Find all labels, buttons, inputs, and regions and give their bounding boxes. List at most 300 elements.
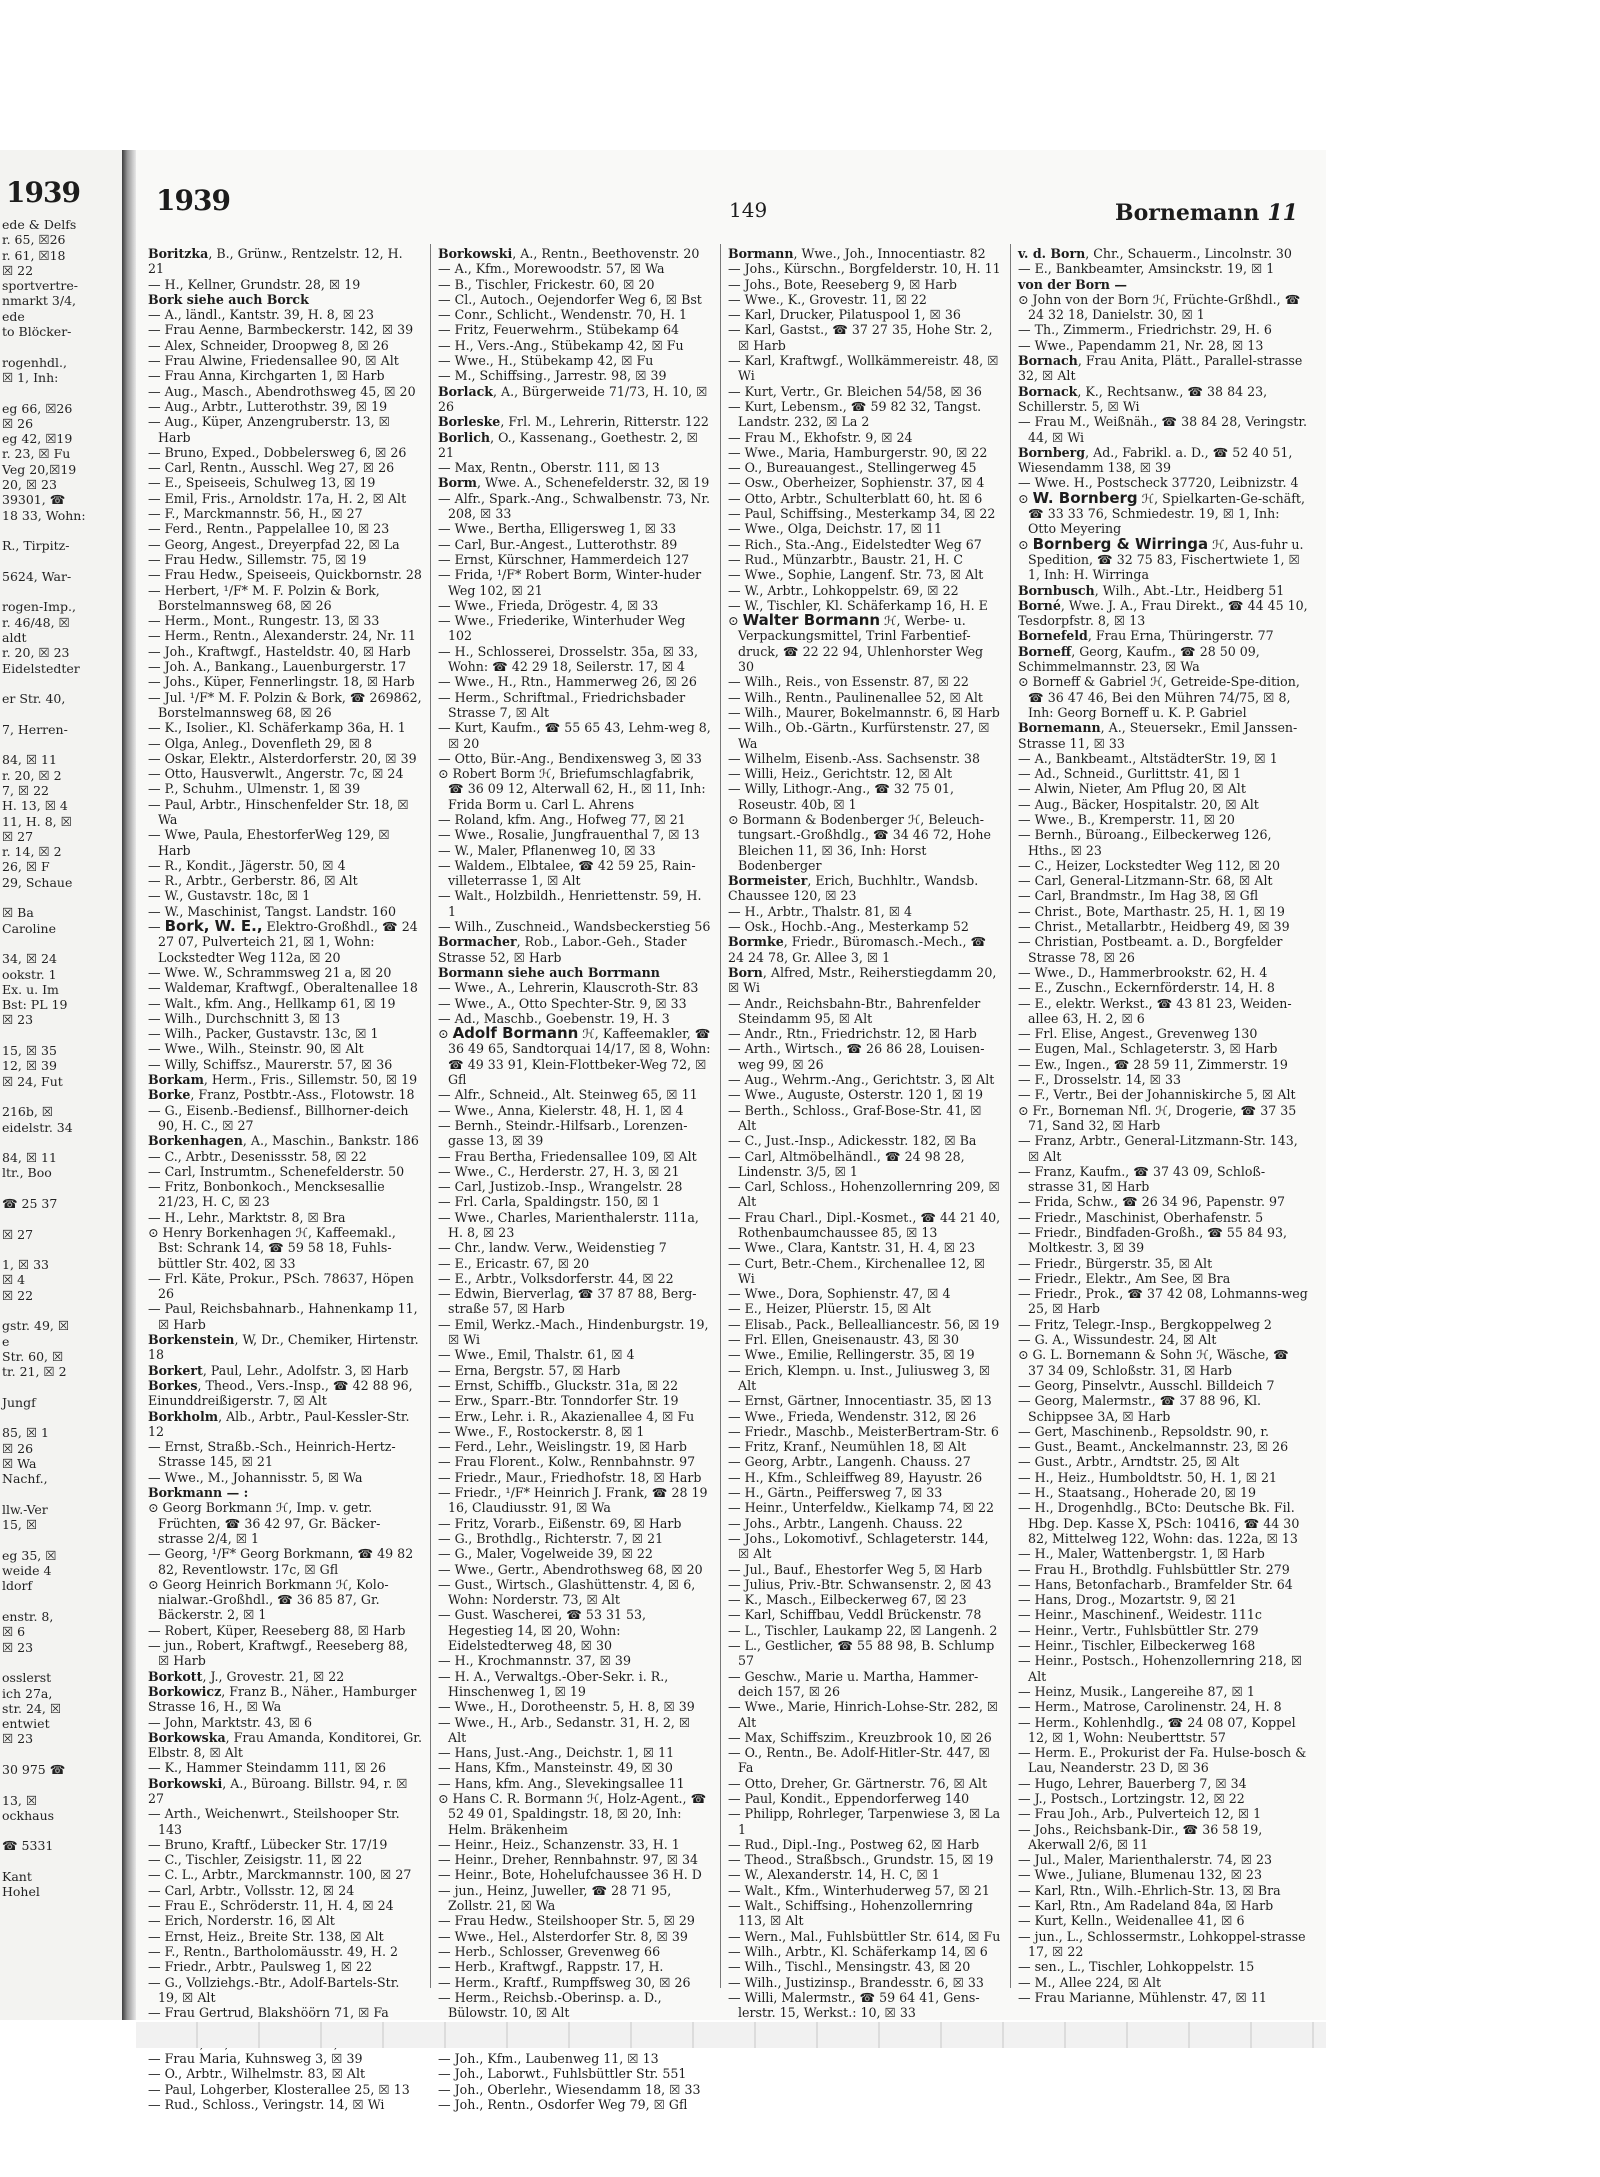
directory-entry: — Arth., Wirtsch., ☎ 26 86 28, Louisen-weg 99, ☒ 26 bbox=[728, 1041, 985, 1072]
directory-entry: — Heinr., Postsch., Hohenzollernring 218, ☒ Alt bbox=[1018, 1653, 1303, 1684]
directory-entry: — Karl, Kraftwgf., Wollkämmereistr. 48, ☒ Wi bbox=[728, 353, 999, 384]
adjacent-page-line: rogenhdl., bbox=[2, 354, 67, 370]
directory-entry: — Aug., Masch., Abendrothsweg 45, ☒ 20 bbox=[148, 383, 416, 399]
adjacent-page-line bbox=[0, 1777, 122, 1792]
directory-entry: — Frau Hedw., Sillemstr. 75, ☒ 19 bbox=[148, 551, 367, 567]
adjacent-page-line: Jungf bbox=[2, 1394, 36, 1410]
adjacent-page-line: 7, ☒ 22 bbox=[2, 782, 49, 798]
page-number: 149 bbox=[729, 198, 768, 222]
adjacent-page-line: 20, ☒ 23 bbox=[2, 477, 57, 493]
directory-entry: — Fritz, Kranf., Neumühlen 18, ☒ Alt bbox=[728, 1439, 967, 1455]
directory-entry: — E., Heizer, Plüerstr. 15, ☒ Alt bbox=[728, 1301, 931, 1317]
adjacent-page-line: eidelstr. 34 bbox=[2, 1119, 73, 1135]
directory-entry-headword: Borkowicz, Franz B., Näher., Hamburger Strasse 16, H., ☒ Wa bbox=[148, 1683, 417, 1715]
directory-entry: — E., Ericastr. 67, ☒ 20 bbox=[438, 1255, 590, 1271]
directory-entry: — Wilh., Durchschnitt 3, ☒ 13 bbox=[148, 1010, 341, 1026]
directory-entry: — John, Marktstr. 43, ☒ 6 bbox=[148, 1714, 313, 1730]
adjacent-page-line: Veg 20,☒19 bbox=[2, 461, 77, 477]
directory-entry-headword: Bornack, K., Rechtsanw., ☎ 38 84 23, Schillerstr. 5, ☒ Wi bbox=[1018, 383, 1268, 414]
directory-entry: ⊙ Bornberg & Wirringa ℋ, Aus-fuhr u. Spedition, ☎ 32 75 83, Fischertwiete 1, ☒ 1, Inh: H. Wirringa bbox=[1018, 534, 1304, 583]
directory-entry: — Carl, Altmöbelhändl., ☎ 24 98 28, Lindenstr. 3/5, ☒ 1 bbox=[728, 1148, 965, 1179]
directory-entry: — H., Gärtn., Peiffersweg 7, ☒ 33 bbox=[728, 1485, 943, 1501]
adjacent-page-line bbox=[0, 676, 122, 691]
directory-entry: — H., Drogenhdlg., BCto: Deutsche Bk. Fil. Hbg. Dep. Kasse X, PSch: 10416, ☎ 44 30 82, Mittelweg 122, Wohn: das. 122a, ☒ 13 bbox=[1018, 1500, 1300, 1546]
directory-entry-headword: Bornefeld, Frau Erna, Thüringerstr. 77 bbox=[1018, 628, 1274, 644]
directory-entry: — Wwe., Maria, Hamburgerstr. 90, ☒ 22 bbox=[728, 444, 988, 460]
adjacent-page-line: eg 42, ☒19 bbox=[2, 431, 73, 447]
directory-entry-headword: von der Born — bbox=[1018, 276, 1127, 292]
adjacent-page-line: r. 14, ☒ 2 bbox=[2, 844, 62, 860]
directory-entry: — Olga, Anleg., Dovenfleth 29, ☒ 8 bbox=[148, 735, 373, 751]
directory-entry: — Wwe., Auguste, Osterstr. 120 1, ☒ 19 bbox=[728, 1087, 984, 1103]
directory-entry: — Wwe., Gertr., Abendrothsweg 68, ☒ 20 bbox=[438, 1561, 703, 1577]
adjacent-page-line bbox=[0, 1594, 122, 1609]
adjacent-page-line: Ex. u. Im bbox=[2, 981, 59, 997]
directory-entry: — Wwe., C., Herderstr. 27, H. 3, ☒ 21 bbox=[438, 1163, 680, 1179]
directory-entry-headword: Bormacher, Rob., Labor.-Geh., Stader Strasse 52, ☒ Harb bbox=[438, 934, 687, 965]
adjacent-page-lines bbox=[0, 217, 122, 1900]
directory-entry: — O., Bureauangest., Stellingerweg 45 bbox=[728, 460, 977, 476]
directory-entry: — Frau Alwine, Friedensallee 90, ☒ Alt bbox=[148, 353, 399, 369]
directory-entry: — Wwe., A., Lehrerin, Klauscroth-Str. 83 bbox=[438, 980, 699, 996]
adjacent-page-line bbox=[0, 339, 122, 354]
directory-entry: — Emil, Werkz.-Mach., Hindenburgstr. 19, ☒ Wi bbox=[438, 1316, 709, 1348]
directory-entry: — Cl., Autoch., Oejendorfer Weg 6, ☒ Bst bbox=[438, 291, 702, 307]
directory-entry: — E., Zuschn., Eckernförderstr. 14, H. 8 bbox=[1018, 980, 1275, 996]
directory-entry: — F., Marckmannstr. 56, H., ☒ 27 bbox=[148, 506, 363, 522]
adjacent-page-line: to Blöcker- bbox=[2, 324, 72, 340]
directory-entry: ⊙ Fr., Borneman Nfl. ℋ, Drogerie, ☎ 37 35 71, Sand 32, ☒ Harb bbox=[1018, 1102, 1297, 1133]
running-head-name: Bornemann bbox=[1115, 200, 1260, 226]
adjacent-page-line: ☒ 27 bbox=[2, 1226, 34, 1242]
adjacent-page-line bbox=[0, 1747, 122, 1762]
directory-entry: — Wwe., H., Rtn., Hammerweg 26, ☒ 26 bbox=[438, 674, 697, 690]
directory-entry: — Wwe., Clara, Kantstr. 31, H. 4, ☒ 23 bbox=[728, 1240, 976, 1256]
directory-entry: — Christ., Bote, Marthastr. 25, H. 1, ☒ 19 bbox=[1018, 903, 1285, 919]
directory-entry: — Wwe., Charles, Marienthalerstr. 111a, H. 8, ☒ 23 bbox=[438, 1209, 699, 1240]
directory-entry: — Georg, ¹/F* Georg Borkmann, ☎ 49 82 82, Reventlowstr. 17c, ☒ Gfl bbox=[148, 1546, 414, 1577]
directory-entry: — E., Arbtr., Volksdorferstr. 44, ☒ 22 bbox=[438, 1270, 674, 1286]
directory-entry: — Willi, Heiz., Gerichtstr. 12, ☒ Alt bbox=[728, 766, 953, 782]
directory-entry: — Karl, Gastst., ☎ 37 27 35, Hohe Str. 2, ☒ Harb bbox=[728, 322, 993, 353]
directory-entry: — H. A., Verwaltgs.-Ober-Sekr. i. R., Hinschenweg 1, ☒ 19 bbox=[438, 1668, 669, 1699]
directory-entry-headword: Bork siehe auch Borck bbox=[148, 291, 309, 307]
directory-entry: — Wwe., Rosalie, Jungfrauenthal 7, ☒ 13 bbox=[438, 827, 700, 843]
directory-entry-headword: Bornberg, Ad., Fabrikl. a. D., ☎ 52 40 51, Wiesendamm 138, ☒ 39 bbox=[1018, 444, 1293, 476]
directory-entry: — Carl, Brandmstr., Im Hag 38, ☒ Gfl bbox=[1018, 888, 1259, 904]
adjacent-page-line bbox=[0, 584, 122, 599]
directory-entry: — Paul, Lohgerber, Klosterallee 25, ☒ 13 bbox=[148, 2081, 410, 2097]
directory-entry: — Bernh., Büroang., Eilbeckerweg 126, Hths., ☒ 23 bbox=[1018, 827, 1272, 858]
directory-entry: — G., Brothdlg., Richterstr. 7, ☒ 21 bbox=[438, 1530, 664, 1546]
directory-entry: — Christ., Metallarbtr., Heidberg 49, ☒ 39 bbox=[1018, 919, 1290, 935]
directory-entry: — M., Allee 224, ☒ Alt bbox=[1018, 1974, 1162, 1990]
directory-entry: — Eugen, Mal., Schlageterstr. 3, ☒ Harb bbox=[1018, 1041, 1278, 1057]
directory-entry-headword: v. d. Born, Chr., Schauerm., Lincolnstr. 30 bbox=[1018, 246, 1292, 261]
directory-entry: — Wilh., Arbtr., Kl. Schäferkamp 14, ☒ 6 bbox=[728, 1943, 988, 1959]
directory-entry: — Frau H., Brothdlg. Fuhlsbüttler Str. 279 bbox=[1018, 1561, 1290, 1577]
adjacent-page-line bbox=[0, 1242, 122, 1257]
directory-entry: — Wwe., Emil, Thalstr. 61, ☒ 4 bbox=[438, 1347, 635, 1363]
directory-entry: — Wwe., Papendamm 21, Nr. 28, ☒ 13 bbox=[1018, 337, 1264, 353]
directory-entry: — Paul, Reichsbahnarb., Hahnenkamp 11, ☒ Harb bbox=[148, 1301, 418, 1332]
directory-entry: ⊙ Henry Borkenhagen ℋ, Kaffeemakl., Bst: Schrank 14, ☎ 59 58 18, Fuhls-büttler Str. 402, ☒ 33 bbox=[148, 1225, 396, 1271]
directory-entry: — C., Tischler, Zeisigstr. 11, ☒ 22 bbox=[148, 1852, 363, 1868]
directory-entry: — Wwe., K., Grovestr. 11, ☒ 22 bbox=[728, 291, 927, 307]
directory-entry: — Fritz, Telegr.-Insp., Bergkoppelweg 2 bbox=[1018, 1316, 1272, 1332]
adjacent-page-year: 1939 bbox=[6, 176, 80, 209]
directory-entry: — W., Gustavstr. 18c, ☒ 1 bbox=[148, 888, 311, 904]
directory-entry: — Wilh., Reis., von Essenstr. 87, ☒ 22 bbox=[728, 674, 969, 690]
directory-entry: — H., Krochmannstr. 37, ☒ 39 bbox=[438, 1653, 631, 1669]
directory-entry: — A., ländl., Kantstr. 39, H. 8, ☒ 23 bbox=[148, 307, 375, 323]
adjacent-page-line: ☒ 23 bbox=[2, 1731, 34, 1747]
directory-entry: — Frau M., Ekhofstr. 9, ☒ 24 bbox=[728, 429, 913, 445]
directory-entry: — Wilh., Packer, Gustavstr. 13c, ☒ 1 bbox=[148, 1026, 379, 1042]
directory-entry: — Curt, Betr.-Chem., Kirchenallee 12, ☒ Wi bbox=[728, 1255, 986, 1286]
directory-entry: — E., Speiseeis, Schulweg 13, ☒ 19 bbox=[148, 475, 376, 491]
adjacent-page-line: 11, H. 8, ☒ bbox=[2, 813, 72, 829]
adjacent-page-line: ☒ Wa bbox=[2, 1456, 37, 1472]
directory-entry: — Alfr., Spark.-Ang., Schwalbenstr. 73, Nr. 208, ☒ 33 bbox=[438, 490, 710, 522]
adjacent-page-line: ltr., Boo bbox=[2, 1165, 52, 1181]
adjacent-page-edge bbox=[0, 150, 124, 2020]
directory-entry: — Bork, W. E., Elektro-Großhdl., ☎ 24 27 07, Pulverteich 21, ☒ 1, Wohn: Lockstedter Weg 112a, ☒ 20 bbox=[148, 917, 418, 965]
directory-entry: — M., Schiffsing., Jarrestr. 98, ☒ 39 bbox=[438, 368, 667, 384]
directory-entry: — Wwe., F., Rostockerstr. 8, ☒ 1 bbox=[438, 1423, 645, 1439]
directory-entry: — Julius, Priv.-Btr. Schwansenstr. 2, ☒ 43 bbox=[728, 1576, 992, 1592]
adjacent-page-line: 216b, ☒ bbox=[2, 1104, 54, 1120]
directory-entry: — Wwe., H., Dorotheenstr. 5, H. 8, ☒ 39 bbox=[438, 1699, 695, 1715]
directory-entry: — Heinr., Vertr., Fuhlsbüttler Str. 279 bbox=[1018, 1622, 1259, 1638]
directory-entry: — Heinr., Dreher, Rennbahnstr. 97, ☒ 34 bbox=[438, 1852, 699, 1868]
directory-entry: ⊙ Borneff & Gabriel ℋ, Getreide-Spe-dition, ☎ 36 47 46, Bei den Mühren 74/75, ☒ 8, Inh: Georg Borneff u. K. P. Gabriel bbox=[1018, 674, 1300, 720]
directory-entry: — G. A., Wissundestr. 24, ☒ Alt bbox=[1018, 1332, 1217, 1348]
directory-entry: — R., Arbtr., Gerberstr. 86, ☒ Alt bbox=[148, 873, 358, 889]
directory-entry: — Wilh., Rentn., Paulinenallee 52, ☒ Alt bbox=[728, 689, 983, 705]
directory-entry: — Alwin, Nieter, Am Pflug 20, ☒ Alt bbox=[1018, 781, 1246, 797]
directory-entry: — Herm., Schriftmal., Friedrichsbader Strasse 7, ☒ Alt bbox=[438, 689, 686, 720]
directory-entry: — Frau Joh., Arb., Pulverteich 12, ☒ 1 bbox=[1018, 1806, 1262, 1822]
adjacent-page-line: e bbox=[2, 1333, 10, 1349]
directory-entry: — A., Bankbeamt., AltstädterStr. 19, ☒ 1 bbox=[1018, 750, 1278, 766]
adjacent-page-line: Caroline bbox=[2, 920, 56, 936]
adjacent-page-line: ☒ 23 bbox=[2, 1012, 34, 1028]
adjacent-page-line: sportvertre- bbox=[2, 278, 78, 294]
directory-entry: — Frau Charl., Dipl.-Kosmet., ☎ 44 21 40, Rothenbaumchaussee 85, ☒ 13 bbox=[728, 1209, 1001, 1240]
directory-entry: — Heinr., Maschinenf., Weidestr. 111c bbox=[1018, 1607, 1262, 1623]
adjacent-page-line: nmarkt 3/4, bbox=[2, 293, 76, 309]
directory-entry: — Aug., Arbtr., Lutterothstr. 39, ☒ 19 bbox=[148, 398, 388, 414]
directory-entry: — Wwe. H., Postscheck 37720, Leibnizstr. 4 bbox=[1018, 475, 1299, 491]
adjacent-page-line: Bst: PL 19 bbox=[2, 997, 68, 1013]
directory-entry: — L., Gestlicher, ☎ 55 88 98, B. Schlump 57 bbox=[728, 1638, 995, 1669]
directory-entry-headword: Bormann siehe auch Borrmann bbox=[438, 964, 660, 980]
adjacent-page-line: gstr. 49, ☒ bbox=[2, 1318, 70, 1334]
directory-entry: — A., Kfm., Morewoodstr. 57, ☒ Wa bbox=[438, 261, 665, 277]
directory-entry: — W., Maler, Pflanenweg 10, ☒ 33 bbox=[438, 842, 656, 858]
directory-entry: — Gust., Wirtsch., Glashüttenstr. 4, ☒ 6, Wohn: Norderstr. 73, ☒ Alt bbox=[438, 1576, 696, 1608]
directory-entry: — Rud., Schloss., Veringstr. 14, ☒ Wi bbox=[148, 2096, 385, 2112]
adjacent-page-line bbox=[0, 737, 122, 752]
directory-entry: — Gust. Wascherei, ☎ 53 31 53, Hegestieg 14, ☒ 20, Wohn: Eidelstedterweg 48, ☒ 30 bbox=[438, 1607, 647, 1654]
adjacent-page-line: 84, ☒ 11 bbox=[2, 1150, 57, 1166]
adjacent-page-line: r. 20, ☒ 23 bbox=[2, 645, 70, 661]
directory-entry: — H., Vers.-Ang., Stübekamp 42, ☒ Fu bbox=[438, 337, 684, 353]
directory-entry: — C. L., Arbtr., Marckmannstr. 100, ☒ 27 bbox=[148, 1867, 412, 1883]
directory-entry: — Wwe., Frieda, Wendenstr. 312, ☒ 26 bbox=[728, 1408, 977, 1424]
directory-entry: — Fritz, Vorarb., Eißenstr. 69, ☒ Harb bbox=[438, 1515, 682, 1531]
adjacent-page-line bbox=[0, 1303, 122, 1318]
adjacent-page-line: 7, Herren- bbox=[2, 721, 68, 737]
directory-entry-headword: Boritzka, B., Grünw., Rentzelstr. 12, H. 21 bbox=[148, 246, 403, 277]
directory-entry-headword: Bormke, Friedr., Büromasch.-Mech., ☎ 24 24 78, Gr. Allee 3, ☒ 1 bbox=[728, 934, 987, 965]
directory-entry: — Herb., Schlosser, Grevenweg 66 bbox=[438, 1943, 661, 1959]
adjacent-page-line: ☒ 22 bbox=[2, 262, 34, 278]
directory-entry: — Johs., Lokomotivf., Schlageterstr. 144, ☒ Alt bbox=[728, 1530, 989, 1562]
directory-entry: — Walt., Schiffsing., Hohenzollernring 113, ☒ Alt bbox=[728, 1898, 973, 1929]
directory-entry: — Frau Bertha, Friedensallee 109, ☒ Alt bbox=[438, 1148, 697, 1164]
directory-entry: ⊙ W. Bornberg ℋ, Spielkarten-Ge-schäft, ☎ 33 33 76, Schmiedestr. 19, ☒ 1, Inh: Otto Meyering bbox=[1018, 488, 1305, 537]
directory-entry: — jun., L., Schlossermstr., Lohkoppel-strasse 17, ☒ 22 bbox=[1018, 1928, 1306, 1959]
directory-entry: — Aug., Küper, Anzengruberstr. 13, ☒ Harb bbox=[148, 414, 390, 445]
adjacent-page-line: ☒ 26 bbox=[2, 1440, 34, 1456]
adjacent-page-line: llw.-Ver bbox=[2, 1501, 48, 1517]
directory-entry: — Frida, ¹/F* Robert Borm, Winter-huder Weg 102, ☒ 21 bbox=[438, 567, 702, 598]
directory-entry: — H., Maler, Wattenbergstr. 1, ☒ Harb bbox=[1018, 1546, 1265, 1562]
directory-entry: — G., Eisenb.-Bediensf., Billhorner-deich 90, H. C., ☒ 27 bbox=[148, 1102, 409, 1133]
adjacent-page-line: ☒ 24, Fut bbox=[2, 1073, 63, 1089]
directory-entry-headword: Borke, Franz, Postbtr.-Ass., Flotowstr. 18 bbox=[148, 1087, 415, 1103]
adjacent-page-line: R., Tirpitz- bbox=[2, 538, 70, 554]
directory-entry: — H., Kfm., Schleiffweg 89, Hayustr. 26 bbox=[728, 1469, 983, 1485]
directory-entry: — Wilh., Justizinsp., Brandesstr. 6, ☒ 33 bbox=[728, 1974, 984, 1990]
directory-entry: — Berth., Schloss., Graf-Bose-Str. 41, ☒ Alt bbox=[728, 1102, 982, 1133]
directory-entry: — Frl. Elise, Angest., Grevenweg 130 bbox=[1018, 1026, 1258, 1042]
adjacent-page-line bbox=[0, 385, 122, 400]
adjacent-page-line bbox=[0, 1211, 122, 1226]
directory-entry: — Kurt, Kaufm., ☎ 55 65 43, Lehm-weg 8, ☒ 20 bbox=[438, 720, 711, 751]
directory-entry: — Wilhelm, Eisenb.-Ass. Sachsenstr. 38 bbox=[728, 750, 981, 766]
adjacent-page-line: entwiet bbox=[2, 1716, 50, 1732]
directory-page bbox=[136, 150, 1326, 2112]
directory-entry: — Frau Marianne, Mühlenstr. 47, ☒ 11 bbox=[1018, 1989, 1267, 2005]
directory-entry: — O., Arbtr., Wilhelmstr. 83, ☒ Alt bbox=[148, 2066, 366, 2082]
directory-entry: — Wwe., Anna, Kielerstr. 48, H. 1, ☒ 4 bbox=[438, 1102, 684, 1118]
directory-entry-headword: Borneff, Georg, Kaufm., ☎ 28 50 09, Schimmelmannstr. 23, ☒ Wa bbox=[1018, 643, 1260, 675]
directory-entry: — Geschw., Marie u. Martha, Hammer-deich 157, ☒ 26 bbox=[728, 1668, 979, 1699]
directory-entry: — Erw., Sparr.-Btr. Tonndorfer Str. 19 bbox=[438, 1393, 679, 1409]
directory-entry: — Aug., Wehrm.-Ang., Gerichtstr. 3, ☒ Alt bbox=[728, 1072, 995, 1088]
directory-entry: — Herb., Kraftwgf., Rappstr. 17, H. bbox=[438, 1959, 664, 1975]
directory-entry: — P., Schuhm., Ulmenstr. 1, ☒ 39 bbox=[148, 781, 361, 797]
directory-entry: — Heinr., Heiz., Schanzenstr. 33, H. 1 bbox=[438, 1836, 680, 1852]
adjacent-page-line: ich 27a, bbox=[2, 1685, 53, 1701]
directory-entry-headword: Borkowski, A., Rentn., Beethovenstr. 20 bbox=[438, 246, 700, 261]
adjacent-page-line bbox=[0, 1028, 122, 1043]
directory-entry: — Herm., Kohlenhdlg., ☎ 24 08 07, Koppel 12, ☒ 1, Wohn: Neuberttstr. 57 bbox=[1018, 1714, 1296, 1745]
directory-entry: — Hans, Drog., Mozartstr. 9, ☒ 21 bbox=[1018, 1592, 1237, 1608]
directory-entry: — H., Lehr., Marktstr. 8, ☒ Bra bbox=[148, 1209, 346, 1225]
adjacent-page-line: ☒ 26 bbox=[2, 415, 34, 431]
adjacent-page-line bbox=[0, 1655, 122, 1670]
directory-entry: — Wwe., Emilie, Rellingerstr. 35, ☒ 19 bbox=[728, 1347, 975, 1363]
adjacent-page-line: enstr. 8, bbox=[2, 1609, 54, 1625]
directory-entry: — Otto, Bür.-Ang., Bendixensweg 3, ☒ 33 bbox=[438, 750, 702, 766]
adjacent-page-line: ldorf bbox=[2, 1578, 33, 1594]
directory-entry-headword: Borleske, Frl. M., Lehrerin, Ritterstr. 122 bbox=[438, 414, 709, 430]
directory-entry: — Georg, Angest., Dreyerpfad 22, ☒ La bbox=[148, 536, 400, 552]
directory-entry: — Wwe., B., Kremperstr. 11, ☒ 20 bbox=[1018, 811, 1235, 827]
directory-entry: — Bruno, Exped., Dobbelersweg 6, ☒ 26 bbox=[148, 444, 407, 460]
directory-entry: — W., Maschinist, Tangst. Landstr. 160 bbox=[148, 903, 396, 919]
column-rule bbox=[720, 244, 721, 1988]
directory-entry-headword: Bornach, Frau Anita, Plätt., Parallel-strasse 32, ☒ Alt bbox=[1018, 353, 1303, 384]
directory-entry: — Rich., Sta.-Ang., Eidelstedter Weg 67 bbox=[728, 536, 982, 552]
directory-entry: — G., Maler, Vogelweide 39, ☒ 22 bbox=[438, 1546, 653, 1562]
adjacent-page-line: r. 46/48, ☒ bbox=[2, 614, 70, 630]
adjacent-page-line: ☒ 1, Inh: bbox=[2, 369, 59, 385]
directory-entry: — Ad., Maschb., Goebenstr. 19, H. 3 bbox=[438, 1010, 670, 1026]
adjacent-page-line bbox=[0, 707, 122, 722]
directory-entry: — Arth., Weichenwrt., Steilshooper Str. 143 bbox=[148, 1806, 400, 1837]
directory-entry: — Wwe., Bertha, Elligersweg 1, ☒ 33 bbox=[438, 521, 677, 537]
adjacent-page-line bbox=[0, 1823, 122, 1838]
directory-entry: — Wwe., Sophie, Langenf. Str. 73, ☒ Alt bbox=[728, 567, 984, 583]
adjacent-page-line: ☒ 4 bbox=[2, 1272, 26, 1288]
directory-entry: — Friedr., Arbtr., Paulsweg 1, ☒ 22 bbox=[148, 1959, 373, 1975]
directory-entry: — H., Heiz., Humboldtstr. 50, H. 1, ☒ 21 bbox=[1018, 1469, 1278, 1485]
directory-entry: — Herm., Kraftf., Rumpffsweg 30, ☒ 26 bbox=[438, 1974, 691, 1990]
adjacent-page-line: ede bbox=[2, 308, 25, 324]
directory-entry: — W., Alexanderstr. 14, H. C, ☒ 1 bbox=[728, 1867, 940, 1883]
directory-entry: — Friedr., Elektr., Am See, ☒ Bra bbox=[1018, 1270, 1231, 1286]
directory-entry: — Wwe., Friederike, Winterhuder Weg 102 bbox=[438, 613, 686, 644]
directory-entry: — B., Tischler, Frickestr. 60, ☒ 20 bbox=[438, 276, 655, 292]
adjacent-page-line: ☎ 25 37 bbox=[2, 1196, 58, 1211]
adjacent-page-line bbox=[0, 1181, 122, 1196]
adjacent-page-line: osslerst bbox=[2, 1670, 52, 1686]
directory-entry: — Carl, Schloss., Hohenzollernring 209, ☒ Alt bbox=[728, 1179, 1000, 1210]
directory-entry: — Carl, General-Litzmann-Str. 68, ☒ Alt bbox=[1018, 873, 1273, 889]
directory-entry: — L., Tischler, Laukamp 22, ☒ Langenh. 2 bbox=[728, 1622, 998, 1638]
adjacent-page-line bbox=[0, 1410, 122, 1425]
directory-entry: — Ew., Ingen., ☎ 28 59 11, Zimmerstr. 19 bbox=[1018, 1056, 1288, 1072]
directory-entry: — jun., Robert, Kraftwgf., Reeseberg 88, ☒ Harb bbox=[148, 1638, 409, 1669]
column-rule bbox=[430, 244, 431, 1988]
directory-entry: — Wwe., Hel., Alsterdorfer Str. 8, ☒ 39 bbox=[438, 1928, 688, 1944]
directory-entry: — H., Kellner, Grundstr. 28, ☒ 19 bbox=[148, 276, 361, 292]
directory-entry: — Erna, Bergstr. 57, ☒ Harb bbox=[438, 1362, 621, 1378]
directory-entry: — Theod., Straßbsch., Grundstr. 15, ☒ 19 bbox=[728, 1852, 994, 1868]
directory-entry: — Fritz, Feuerwehrm., Stübekamp 64 bbox=[438, 322, 679, 338]
adjacent-page-line: ookstr. 1 bbox=[2, 966, 57, 982]
directory-entry-headword: Bormeister, Erich, Buchhltr., Wandsb. Chaussee 120, ☒ 23 bbox=[728, 873, 979, 904]
directory-entry-headword: Bormann, Wwe., Joh., Innocentiastr. 82 bbox=[728, 246, 986, 261]
directory-entry: — Joh., Kfm., Laubenweg 11, ☒ 13 bbox=[438, 2051, 659, 2067]
adjacent-page-line: 84, ☒ 11 bbox=[2, 752, 57, 768]
directory-entry: — Rud., Münzarbtr., Baustr. 21, H. C bbox=[728, 551, 964, 567]
adjacent-page-line bbox=[0, 1854, 122, 1869]
directory-entry: — Herm., Rentn., Alexanderstr. 24, Nr. 11 bbox=[148, 628, 416, 644]
directory-entry: — Herm., Matrose, Carolinenstr. 24, H. 8 bbox=[1018, 1699, 1282, 1715]
directory-entry: — Karl, Rtn., Wilh.-Ehrlich-Str. 13, ☒ Bra bbox=[1018, 1882, 1281, 1898]
directory-entry: — Walt., kfm. Ang., Hellkamp 61, ☒ 19 bbox=[148, 995, 396, 1011]
directory-entry: — G., Vollziehgs.-Btr., Adolf-Bartels-Str. 19, ☒ Alt bbox=[148, 1974, 400, 2005]
directory-entry: — Alfr., Schneid., Alt. Steinweg 65, ☒ 11 bbox=[438, 1087, 698, 1103]
adjacent-page-line bbox=[0, 523, 122, 538]
directory-entry: — Johs., Bote, Reeseberg 9, ☒ Harb bbox=[728, 276, 957, 292]
directory-entry: — Rud., Dipl.-Ing., Postweg 62, ☒ Harb bbox=[728, 1836, 980, 1852]
adjacent-page-line: r. 20, ☒ 2 bbox=[2, 767, 62, 783]
directory-entry: — Waldemar, Kraftwgf., Oberaltenallee 18 bbox=[148, 980, 418, 996]
directory-entry: — Johs., Arbtr., Langenh. Chauss. 22 bbox=[728, 1515, 963, 1531]
directory-entry: — Osw., Oberheizer, Sophienstr. 37, ☒ 4 bbox=[728, 475, 985, 491]
directory-entry: — Jul. ¹/F* M. F. Polzin & Bork, ☎ 269862, Borstelmannsweg 68, ☒ 26 bbox=[148, 689, 422, 720]
directory-entry: — Paul, Kondit., Eppendorferweg 140 bbox=[728, 1790, 970, 1806]
directory-entry: — Wilh., Tischl., Mensingstr. 43, ☒ 20 bbox=[728, 1959, 971, 1975]
directory-entry: — Karl, Schiffbau, Veddl Brückenstr. 78 bbox=[728, 1607, 982, 1623]
directory-entry: — Karl, Drucker, Pilatuspool 1, ☒ 36 bbox=[728, 307, 961, 323]
directory-entry: — W., Arbtr., Lohkoppelstr. 69, ☒ 22 bbox=[728, 582, 959, 598]
directory-entry: — Friedr., ¹/F* Heinrich J. Frank, ☎ 28 19 16, Claudiusstr. 91, ☒ Wa bbox=[438, 1485, 708, 1516]
column-rule bbox=[1010, 244, 1011, 1988]
adjacent-page-line bbox=[0, 1487, 122, 1502]
directory-entry: — Wwe., Juliane, Blumenau 132, ☒ 23 bbox=[1018, 1867, 1262, 1883]
directory-entry: — Bruno, Kraftf., Lübecker Str. 17/19 bbox=[148, 1836, 388, 1852]
directory-entry: — H., Arbtr., Thalstr. 81, ☒ 4 bbox=[728, 903, 913, 919]
adjacent-page-line: 18 33, Wohn: bbox=[2, 507, 86, 523]
directory-entry-headword: Borm, Wwe. A., Schenefelderstr. 32, ☒ 19 bbox=[438, 475, 710, 491]
adjacent-page-line: 5624, War- bbox=[2, 568, 72, 584]
directory-entry: — Paul, Arbtr., Hinschenfelder Str. 18, ☒ Wa bbox=[148, 796, 409, 827]
directory-entry: — Kurt, Kelln., Weidenallee 41, ☒ 6 bbox=[1018, 1913, 1245, 1929]
directory-entry: — Ernst, Schiffb., Gluckstr. 31a, ☒ 22 bbox=[438, 1377, 679, 1393]
adjacent-page-line: 29, Schaue bbox=[2, 874, 73, 890]
directory-entry: — Emil, Fris., Arnoldstr. 17a, H. 2, ☒ Alt bbox=[148, 490, 407, 506]
adjacent-page-line: tr. 21, ☒ 2 bbox=[2, 1364, 67, 1380]
directory-entry: — Heinr., Bote, Hohelufchaussee 36 H. D bbox=[438, 1867, 702, 1883]
directory-entry-headword: Borkowska, Frau Amanda, Konditorei, Gr. Elbstr. 8, ☒ Alt bbox=[148, 1729, 422, 1761]
directory-entry: — Joh. A., Bankang., Lauenburgerstr. 17 bbox=[148, 659, 407, 675]
directory-entry: — J., Postsch., Lortzingstr. 12, ☒ 22 bbox=[1018, 1790, 1245, 1806]
directory-entry: — Oskar, Elektr., Alsterdorferstr. 20, ☒ 39 bbox=[148, 750, 417, 766]
adjacent-page-line: 34, ☒ 24 bbox=[2, 951, 57, 967]
adjacent-page-line: r. 23, ☒ Fu bbox=[2, 446, 71, 462]
directory-entry: — Waldem., Elbtalee, ☎ 42 59 25, Rain-villeterrasse 1, ☒ Alt bbox=[438, 857, 696, 889]
directory-entry: — Jul., Bauf., Ehestorfer Weg 5, ☒ Harb bbox=[728, 1561, 983, 1577]
directory-entry: — Wilh., Maurer, Bokelmannstr. 6, ☒ Harb bbox=[728, 704, 1000, 720]
directory-entry: — Bernh., Steindr.-Hilfsarb., Lorenzen-gasse 13, ☒ 39 bbox=[438, 1117, 688, 1149]
directory-entry: — Wwe., H., Arb., Sedanstr. 31, H. 2, ☒ Alt bbox=[438, 1714, 691, 1745]
directory-entry: ⊙ Walter Bormann ℋ, Werbe- u. Verpackungsmittel, Trinl Farbentief-druck, ☎ 22 22 94, Uhlenhorster Weg 30 bbox=[728, 611, 984, 675]
directory-entry: — Chr., landw. Verw., Weidenstieg 7 bbox=[438, 1240, 667, 1256]
adjacent-page-line: Nachf., bbox=[2, 1471, 48, 1487]
directory-entry: — Gust., Beamt., Anckelmannstr. 23, ☒ 26 bbox=[1018, 1439, 1289, 1455]
adjacent-page-line: r. 65, ☒26 bbox=[2, 232, 66, 248]
directory-entry-headword: Borkes, Theod., Vers.-Insp., ☎ 42 88 96, Einunddreißigerstr. 7, ☒ Alt bbox=[148, 1377, 413, 1409]
directory-entry: — F., Vertr., Bei der Johanniskirche 5, ☒ Alt bbox=[1018, 1087, 1296, 1103]
adjacent-page-line: ☒ 23 bbox=[2, 1639, 34, 1655]
directory-entry: — Hans, Kfm., Mansteinstr. 49, ☒ 30 bbox=[438, 1760, 673, 1776]
directory-entry: — Ernst, Kürschner, Hammerdeich 127 bbox=[438, 551, 690, 567]
directory-entry: ⊙ Georg Borkmann ℋ, Imp. v. getr. Früchten, ☎ 36 42 97, Gr. Bäcker-strasse 2/4, ☒ 1 bbox=[148, 1500, 381, 1546]
directory-entry: — Frl. Carla, Spaldingstr. 150, ☒ 1 bbox=[438, 1194, 661, 1210]
adjacent-page-line: er Str. 40, bbox=[2, 691, 66, 707]
directory-entry: — Heinz, Musik., Langereihe 87, ☒ 1 bbox=[1018, 1683, 1255, 1699]
directory-entry-headword: Born, Alfred, Mstr., Reiherstiegdamm 20, ☒ Wi bbox=[728, 964, 997, 996]
directory-entry: — Frau Hedw., Speiseeis, Quickbornstr. 28 bbox=[148, 567, 422, 583]
